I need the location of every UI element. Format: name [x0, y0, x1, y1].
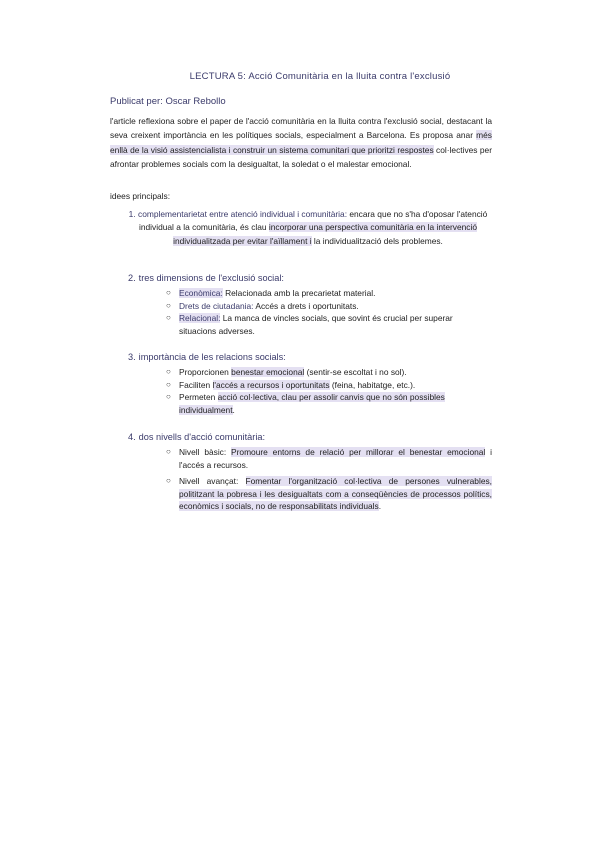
intro-text-2: col·lectives per afrontar problemes socials com la desigualtat, la soledat o el malestar emocional.: [110, 144, 492, 169]
item-highlight: l'accés a recursos i oportunitats: [212, 379, 330, 390]
list-item: [166, 366, 492, 379]
section-3-list: [166, 366, 492, 416]
section-1-heading: complementarietat entre atenció individual i comunitària:: [138, 209, 348, 219]
list-item: [166, 287, 492, 300]
section-4-number: 4.: [128, 432, 136, 442]
item-highlight: benestar emocional: [231, 367, 305, 377]
item-highlight: Fomentar l'organització col·lectiva de persones vulnerables, polititzant la pobresa i les desigualtats com a conseqüències de processos polítics, econòmics i socials, no de responsabilitats individuals: [179, 476, 492, 512]
item-text: Relacionada amb la precarietat material.: [222, 288, 376, 298]
section-3-heading-row: [128, 352, 286, 362]
section-2-number: 2.: [128, 273, 136, 283]
section-2-heading-row: [128, 273, 284, 283]
item-text-post: .: [232, 404, 235, 415]
section-2-heading: tres dimensions de l'exclusió social:: [138, 273, 284, 283]
author-line: Publicat per: Oscar Rebollo: [110, 96, 226, 107]
list-item: [166, 312, 492, 337]
list-item: [166, 475, 492, 513]
item-text-pre: Nivell bàsic:: [179, 447, 232, 457]
list-item: [166, 446, 492, 471]
section-2-list: [166, 287, 492, 337]
item-text-pre: Permeten: [179, 392, 218, 403]
page-title: LECTURA 5: Acció Comunitària en la lluita contra l'exclusió: [189, 71, 451, 82]
item-text-pre: Faciliten: [179, 379, 213, 390]
section-1-highlight: incorporar una perspectiva comunitària en la intervenció individualitzada per evitar l'aïllament i: [173, 222, 477, 246]
bullet-circle-icon: ○: [166, 288, 171, 297]
list-item: [166, 379, 492, 392]
bullet-circle-icon: ○: [166, 392, 171, 402]
section-3-number: 3.: [128, 352, 136, 362]
item-text-post: .: [378, 501, 382, 512]
item-text-post: (sentir-se escoltat i no sol).: [304, 367, 407, 377]
section-4-heading-row: [128, 432, 265, 442]
item-text-pre: Nivell avançat:: [179, 476, 246, 487]
bullet-circle-icon: ○: [166, 313, 171, 323]
bullet-circle-icon: ○: [166, 379, 171, 389]
item-text: Accés a drets i oportunitats.: [253, 300, 359, 311]
bullet-circle-icon: ○: [166, 476, 171, 486]
item-text-pre: Proporcionen: [179, 367, 232, 377]
section-4-list: [166, 446, 492, 513]
bullet-circle-icon: ○: [166, 447, 171, 456]
bullet-circle-icon: ○: [166, 367, 171, 376]
item-text-post: (feina, habitatge, etc.).: [329, 379, 416, 390]
item-text: La manca de vincles socials, que sovint és crucial per superar situacions adverses.: [179, 313, 453, 336]
section-1-text-1: encara que no s'ha d'oposar l'atenció individual a la comunitària, és clau: [139, 209, 488, 233]
item-highlight: Promoure entorns de relació per millorar el benestar emocional: [231, 447, 486, 457]
list-item: [166, 391, 492, 416]
section-3-heading: importància de les relacions socials:: [138, 352, 286, 362]
item-highlight: acció col·lectiva, clau per assolir canvis que no són possibles individualment: [179, 392, 445, 415]
intro-highlight: més enllà de la visió assistencialista i construir un sistema comunitari que prioritzi respostes: [110, 130, 492, 155]
list-item: [166, 300, 492, 313]
section-1-text-2: la individualització dels problemes.: [311, 235, 443, 246]
item-label: Drets de ciutadania:: [179, 300, 254, 311]
item-label: Econòmica:: [179, 288, 223, 298]
section-1-number: 1.: [128, 209, 136, 219]
section-1: [128, 208, 488, 248]
bullet-circle-icon: ○: [166, 300, 171, 310]
item-text-post: i l'accés a recursos.: [179, 447, 493, 470]
section-4-heading: dos nivells d'acció comunitària:: [138, 432, 266, 442]
item-label: Relacional:: [179, 313, 221, 324]
ideas-label: idees principals:: [110, 191, 171, 201]
intro-paragraph: [110, 114, 492, 171]
intro-text-1: l'article reflexiona sobre el paper de l'acció comunitària en la lluita contra l'exclusió social, destacant la seva creixent importància en les polítiques socials, especialment a Barcelona. Es proposa anar: [110, 116, 492, 141]
